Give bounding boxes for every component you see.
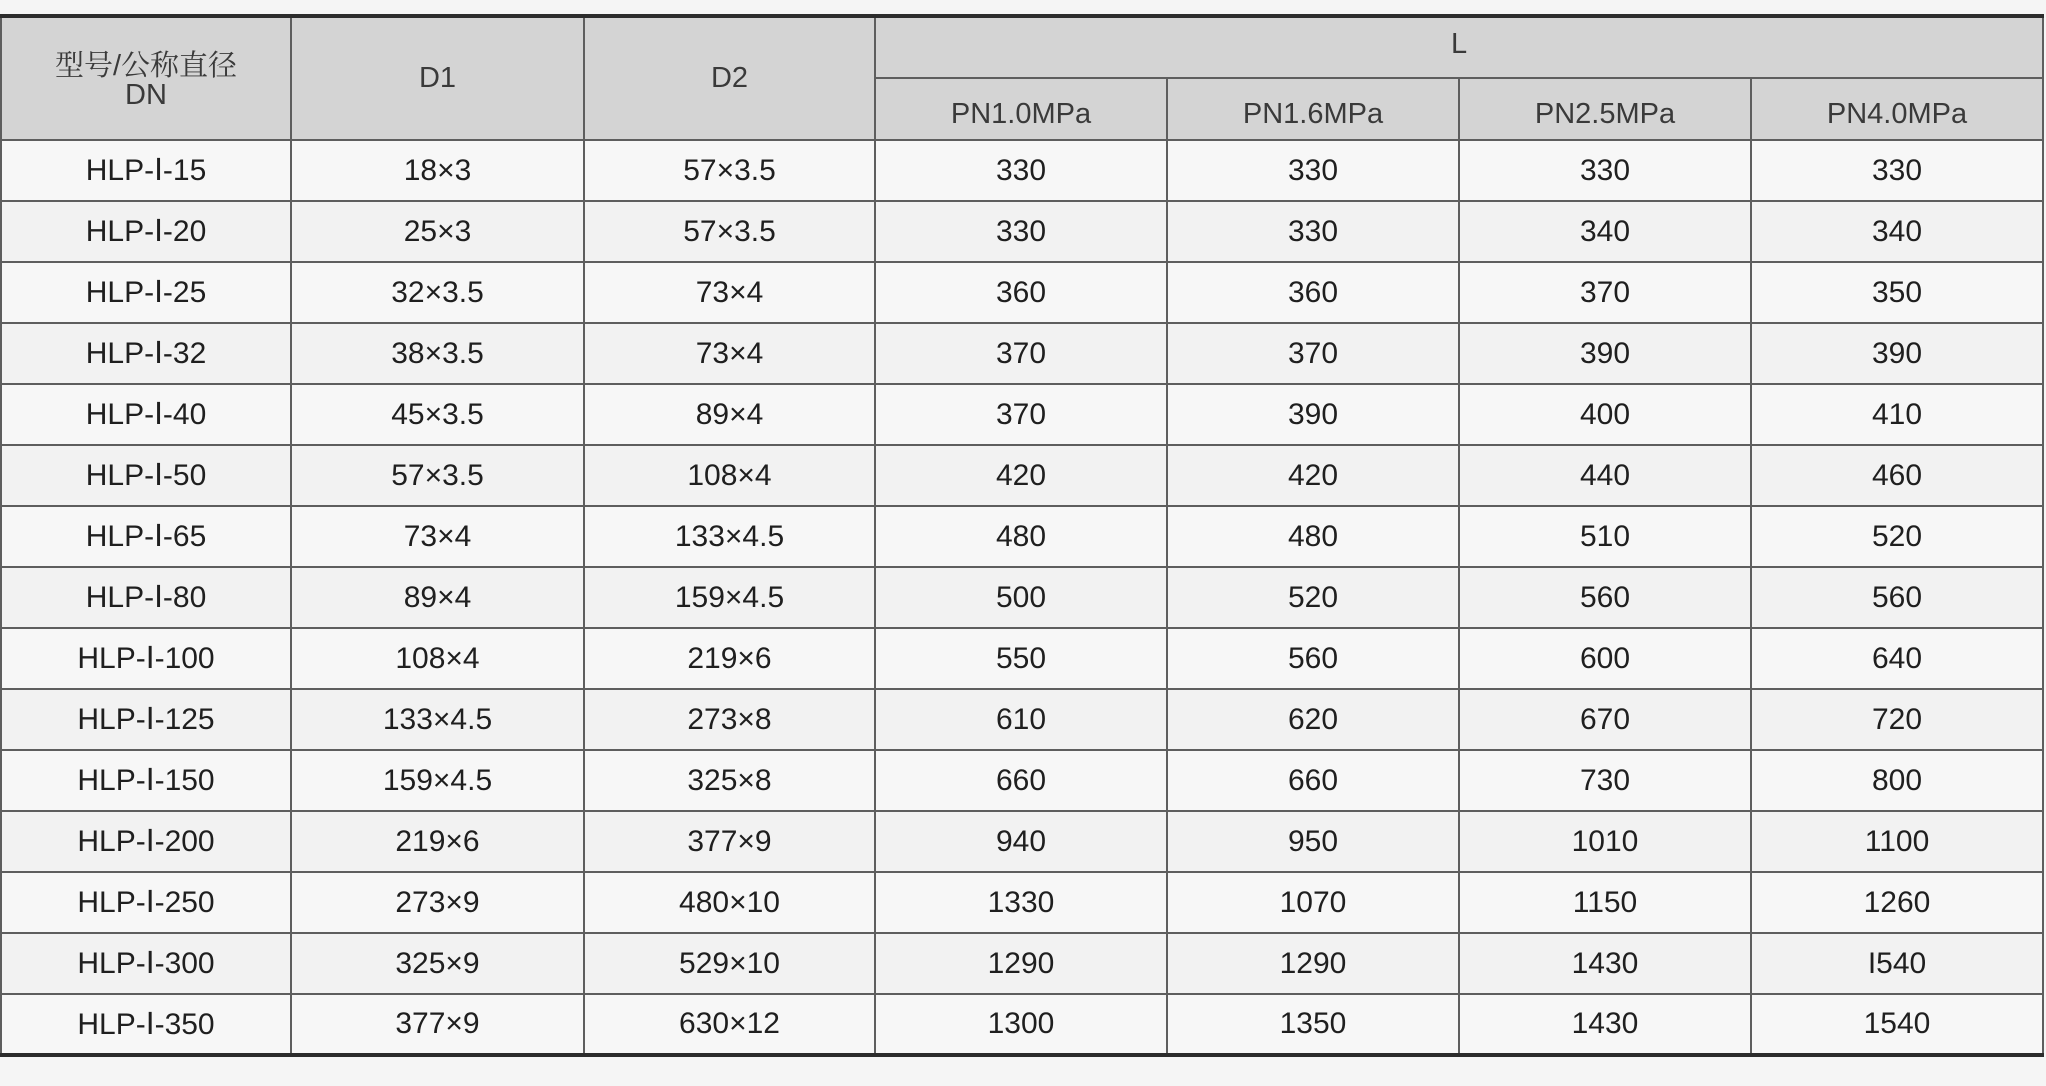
cell-d2: 529×10 [584,933,875,994]
cell-l-pn40: 460 [1751,445,2043,506]
cell-l-pn10: 370 [875,323,1167,384]
cell-l-pn25: 390 [1459,323,1751,384]
table-row [1,994,2043,1055]
cell-l-pn16: 360 [1167,262,1459,323]
cell-l-pn25: 1430 [1459,933,1751,994]
cell-d2: 133×4.5 [584,506,875,567]
cell-l-pn10: 1330 [875,872,1167,933]
cell-l-pn25: 510 [1459,506,1751,567]
cell-l-pn40: 330 [1751,140,2043,201]
cell-l-pn40: 560 [1751,567,2043,628]
header-pn40: PN4.0MPa [1751,78,2043,140]
table-row [1,628,2043,689]
cell-l-pn40: 720 [1751,689,2043,750]
cell-l-pn25: 670 [1459,689,1751,750]
cell-l-pn25: 400 [1459,384,1751,445]
cell-l-pn10: 360 [875,262,1167,323]
cell-d1: 219×6 [291,811,584,872]
table-row [1,445,2043,506]
cell-d2: 57×3.5 [584,140,875,201]
cell-l-pn25: 330 [1459,140,1751,201]
cell-d1: 32×3.5 [291,262,584,323]
cell-l-pn40: 640 [1751,628,2043,689]
header-row-1 [1,16,2043,78]
cell-l-pn16: 420 [1167,445,1459,506]
cell-model: HLP-Ⅰ-250 [1,872,291,933]
cell-l-pn10: 610 [875,689,1167,750]
cell-l-pn16: 480 [1167,506,1459,567]
cell-d2: 108×4 [584,445,875,506]
cell-l-pn25: 1010 [1459,811,1751,872]
cell-l-pn10: 940 [875,811,1167,872]
cell-d2: 219×6 [584,628,875,689]
spec-table [0,14,2044,1057]
header-model-dn: DN [125,78,167,111]
cell-l-pn10: 500 [875,567,1167,628]
cell-l-pn16: 660 [1167,750,1459,811]
cell-l-pn25: 1430 [1459,994,1751,1055]
cell-d1: 108×4 [291,628,584,689]
cell-d1: 57×3.5 [291,445,584,506]
cell-model: HLP-Ⅰ-100 [1,628,291,689]
table-row [1,811,2043,872]
table-row [1,872,2043,933]
cell-l-pn40: 800 [1751,750,2043,811]
cell-d2: 377×9 [584,811,875,872]
cell-l-pn10: 330 [875,201,1167,262]
cell-d2: 73×4 [584,262,875,323]
cell-l-pn40: 1100 [1751,811,2043,872]
cell-l-pn25: 370 [1459,262,1751,323]
table-header [1,16,2043,140]
cell-d1: 38×3.5 [291,323,584,384]
cell-l-pn10: 330 [875,140,1167,201]
cell-d2: 73×4 [584,323,875,384]
table-row [1,201,2043,262]
cell-l-pn40: 340 [1751,201,2043,262]
cell-l-pn16: 1290 [1167,933,1459,994]
table-row [1,933,2043,994]
cell-l-pn40: 520 [1751,506,2043,567]
cell-l-pn25: 560 [1459,567,1751,628]
cell-d2: 325×8 [584,750,875,811]
cell-d1: 73×4 [291,506,584,567]
table-row [1,262,2043,323]
cell-l-pn10: 370 [875,384,1167,445]
cell-model: HLP-Ⅰ-350 [1,994,291,1055]
cell-model: HLP-Ⅰ-200 [1,811,291,872]
cell-l-pn40: 350 [1751,262,2043,323]
cell-l-pn16: 330 [1167,140,1459,201]
cell-l-pn40: I540 [1751,933,2043,994]
cell-l-pn16: 370 [1167,323,1459,384]
cell-d2: 630×12 [584,994,875,1055]
cell-l-pn25: 340 [1459,201,1751,262]
header-d1: D1 [291,16,584,140]
cell-l-pn16: 560 [1167,628,1459,689]
table-row [1,750,2043,811]
cell-d1: 377×9 [291,994,584,1055]
cell-d2: 273×8 [584,689,875,750]
cell-l-pn40: 1540 [1751,994,2043,1055]
table-row [1,506,2043,567]
cell-l-pn16: 390 [1167,384,1459,445]
cell-l-pn25: 1150 [1459,872,1751,933]
cell-model: HLP-Ⅰ-32 [1,323,291,384]
cell-model: HLP-Ⅰ-65 [1,506,291,567]
cell-d1: 25×3 [291,201,584,262]
cell-l-pn16: 1350 [1167,994,1459,1055]
cell-l-pn16: 620 [1167,689,1459,750]
header-pn25: PN2.5MPa [1459,78,1751,140]
table-row [1,323,2043,384]
cell-l-pn16: 1070 [1167,872,1459,933]
cell-d1: 273×9 [291,872,584,933]
cell-l-pn10: 1290 [875,933,1167,994]
cell-l-pn10: 480 [875,506,1167,567]
cell-l-pn16: 520 [1167,567,1459,628]
cell-model: HLP-Ⅰ-25 [1,262,291,323]
cell-model: HLP-Ⅰ-15 [1,140,291,201]
cell-l-pn10: 1300 [875,994,1167,1055]
cell-d2: 57×3.5 [584,201,875,262]
cell-model: HLP-Ⅰ-125 [1,689,291,750]
header-model [1,16,291,140]
cell-model: HLP-Ⅰ-40 [1,384,291,445]
table-row [1,384,2043,445]
cell-l-pn25: 730 [1459,750,1751,811]
table-body [1,140,2043,1055]
cell-l-pn10: 550 [875,628,1167,689]
cell-d2: 480×10 [584,872,875,933]
cell-model: HLP-Ⅰ-300 [1,933,291,994]
header-l: L [875,16,2043,78]
cell-l-pn40: 410 [1751,384,2043,445]
header-pn10: PN1.0MPa [875,78,1167,140]
header-model-label: 型号/公称直径 [54,49,238,82]
table-row [1,689,2043,750]
table-row [1,140,2043,201]
cell-d1: 18×3 [291,140,584,201]
cell-l-pn10: 420 [875,445,1167,506]
cell-d1: 89×4 [291,567,584,628]
spec-table-container [0,14,2042,1057]
cell-model: HLP-Ⅰ-20 [1,201,291,262]
cell-l-pn25: 600 [1459,628,1751,689]
cell-model: HLP-Ⅰ-150 [1,750,291,811]
cell-model: HLP-Ⅰ-80 [1,567,291,628]
cell-model: HLP-Ⅰ-50 [1,445,291,506]
table-row [1,567,2043,628]
cell-d1: 159×4.5 [291,750,584,811]
cell-d1: 133×4.5 [291,689,584,750]
cell-d2: 89×4 [584,384,875,445]
cell-l-pn40: 390 [1751,323,2043,384]
cell-l-pn16: 950 [1167,811,1459,872]
cell-d1: 325×9 [291,933,584,994]
cell-l-pn40: 1260 [1751,872,2043,933]
cell-l-pn16: 330 [1167,201,1459,262]
cell-l-pn25: 440 [1459,445,1751,506]
header-pn16: PN1.6MPa [1167,78,1459,140]
header-d2: D2 [584,16,875,140]
cell-d2: 159×4.5 [584,567,875,628]
cell-l-pn10: 660 [875,750,1167,811]
cell-d1: 45×3.5 [291,384,584,445]
